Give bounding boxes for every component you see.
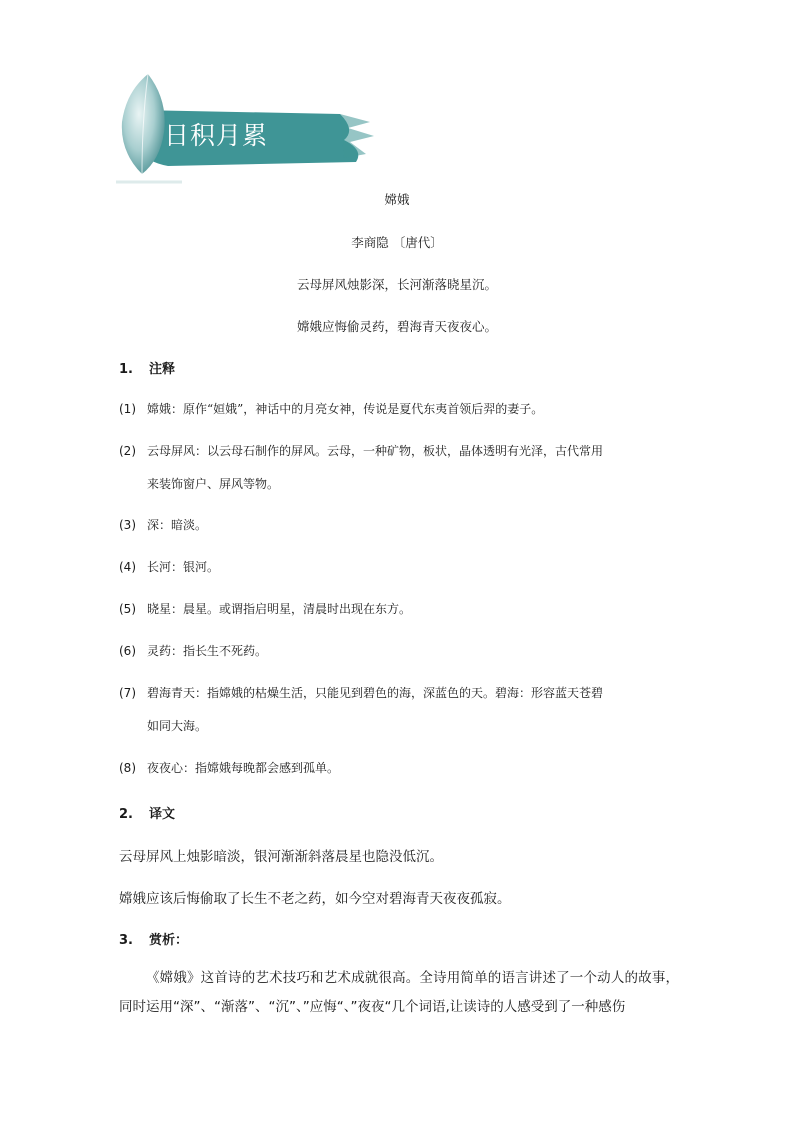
note-text: 碧海青天：指嫦娥的枯燥生活，只能见到碧色的海，深蓝色的天。碧海：形容蓝天苍碧 [147, 686, 604, 700]
note-item [119, 435, 679, 501]
note-text: 长河：银河。 [147, 560, 220, 574]
section-number: 3. [119, 933, 133, 948]
note-item [119, 393, 679, 426]
translation-line-2: 嫦娥应该后悔偷取了长生不老之药，如今空对碧海青天夜夜孤寂。 [119, 891, 511, 907]
note-index: (8) [119, 761, 136, 775]
note-item [119, 677, 679, 743]
section-heading-appreciation [119, 929, 188, 948]
note-text: 嫦娥：原作“姮娥”，神话中的月亮女神，传说是夏代东夷首领后羿的妻子。 [147, 402, 544, 416]
note-item [119, 635, 679, 668]
note-index: (1) [119, 402, 136, 416]
note-index: (6) [119, 644, 136, 658]
note-text: 云母屏风：以云母石制作的屏风。云母，一种矿物，板状，晶体透明有光泽，古代常用 [147, 444, 604, 458]
note-text: 夜夜心：指嫦娥每晚都会感到孤单。 [147, 761, 340, 775]
section-label: 赏析： [149, 933, 189, 948]
section-heading-translation [119, 803, 175, 822]
note-item [119, 593, 679, 626]
note-text-continued: 如同大海。 [147, 719, 208, 733]
poem-line-2: 嫦娥应悔偷灵药，碧海青天夜夜心。 [296, 319, 497, 334]
note-index: (4) [119, 560, 136, 574]
section-label: 注释 [149, 362, 176, 377]
section-heading-notes [119, 358, 175, 377]
translation-line-1: 云母屏风上烛影暗淡，银河渐渐斜落晨星也隐没低沉。 [119, 849, 443, 865]
note-text: 灵药：指长生不死药。 [147, 644, 268, 658]
note-item [119, 551, 679, 584]
note-index: (3) [119, 518, 136, 532]
note-index: (2) [119, 444, 136, 458]
section-number: 1. [119, 362, 133, 377]
banner-title: 日积月累 [164, 121, 269, 150]
note-item [119, 509, 679, 542]
note-index: (7) [119, 686, 136, 700]
section-label: 译文 [149, 807, 176, 822]
note-text: 晓星：晨星。或谓指启明星，清晨时出现在东方。 [147, 602, 412, 616]
note-text: 深：暗淡。 [147, 518, 208, 532]
poem-title: 嫦娥 [384, 192, 410, 207]
appreciation-paragraph: 《嫦娥》这首诗的艺术技巧和艺术成就很高。全诗用简单的语言讲述了一个动人的故事，同时运用“深”、“渐落”、“沉”、”应悔“、”夜夜“几个词语,让读诗的人感受到了一种感伤 [119, 970, 679, 1015]
poem-line-1: 云母屏风烛影深，长河渐落晓星沉。 [296, 277, 497, 292]
poem-author: 李商隐 〔唐代〕 [351, 235, 443, 250]
note-text-continued: 来装饰窗户、屏风等物。 [147, 477, 280, 491]
note-item [119, 752, 679, 785]
section-number: 2. [119, 807, 133, 822]
note-index: (5) [119, 602, 136, 616]
section-banner [108, 70, 378, 190]
